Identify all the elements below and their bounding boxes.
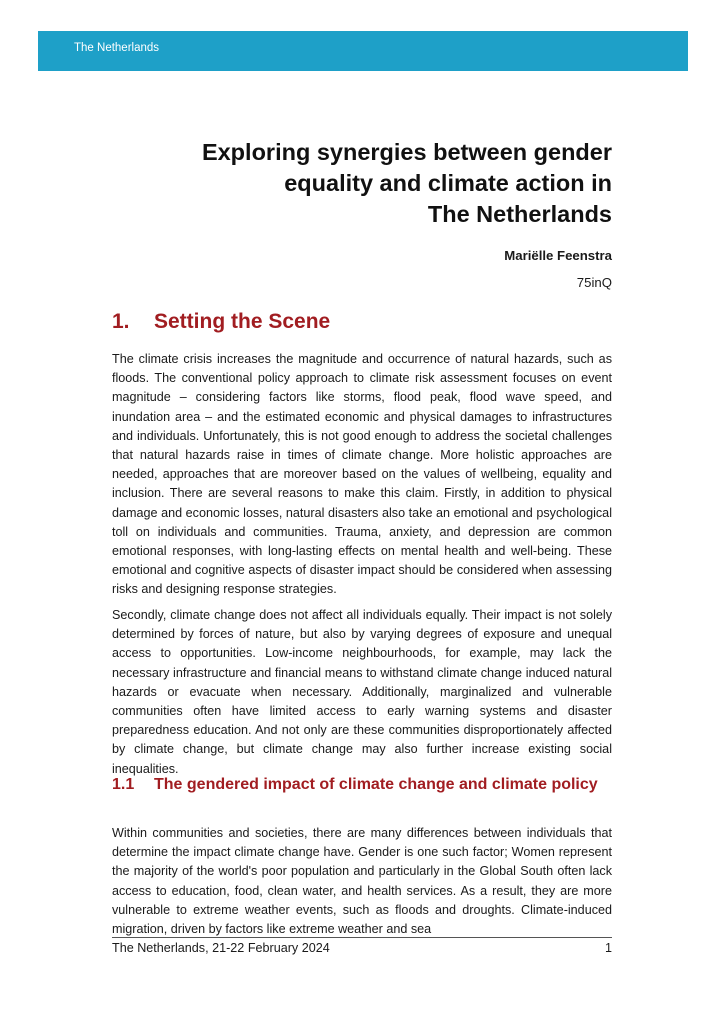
title-line: equality and climate action in bbox=[284, 170, 612, 196]
author-name: Mariëlle Feenstra bbox=[504, 248, 612, 263]
subsection-number: 1.1 bbox=[112, 776, 135, 793]
document-title bbox=[92, 137, 612, 230]
title-line: The Netherlands bbox=[427, 201, 612, 227]
page-number: 1 bbox=[604, 941, 612, 955]
header-banner-text: The Netherlands bbox=[74, 42, 160, 54]
body-paragraph: Within communities and societies, there are many differences between individuals that determine the impact climate change have. Gender is one such factor; Women represent the majority of the world's poor population and particularly in the Global South often lack access to education, food, clean water, and health services. As a result, they are more vulnerable to extreme weather events, such as floods and droughts. Climate-induced migration, driven by factors like extreme weather and sea bbox=[112, 826, 612, 937]
title-line: Exploring synergies between gender bbox=[201, 139, 612, 165]
author-affiliation: 75inQ bbox=[576, 275, 612, 290]
subsection-heading bbox=[112, 772, 612, 797]
body-paragraph: The climate crisis increases the magnitude and occurrence of natural hazards, such as floods. The conventional policy approach to climate risk assessment focuses on event magnitude – considering factors like storms, flood peak, flood wave speed, and inundation area – and the estimated economic and physical damages to infrastructures and individuals. Unfortunately, this is not good enough to address the societal challenges that natural hazards raise in times of climate change. More holistic approaches are needed, approaches that are moreover based on the values of wellbeing, equality and inclusion. There are several reasons to make this claim. Firstly, in addition to physical damage and economic losses, natural disasters also take an emotional and psychological toll on individuals and communities. Trauma, anxiety, and depression are common emotional responses, with long-lasting effects on mental health and well-being. These emotional and cognitive aspects of disaster impact should be considered when assessing risks and designing response strategies. bbox=[112, 352, 612, 597]
footer-divider bbox=[112, 937, 612, 938]
section-heading bbox=[112, 310, 330, 334]
section-number: 1. bbox=[112, 310, 130, 333]
footer-event: The Netherlands, 21-22 February 2024 bbox=[112, 941, 330, 955]
section-title: Setting the Scene bbox=[154, 310, 331, 333]
body-paragraph: Secondly, climate change does not affect all individuals equally. Their impact is not solely determined by forces of nature, but also by varying degrees of exposure and unequal access to opportunities. Low-income neighbourhoods, for example, may lack the necessary infrastructure and financial means to withstand climate change induced natural hazards or evacuate when necessary. Additionally, marginalized and vulnerable communities often have limited access to early warning systems and disaster preparedness education. And not only are these communities disproportionately affected by climate change, but climate change may also further increase existing social inequalities. bbox=[112, 608, 612, 776]
subsection-title: The gendered impact of climate change and climate policy bbox=[154, 776, 598, 793]
